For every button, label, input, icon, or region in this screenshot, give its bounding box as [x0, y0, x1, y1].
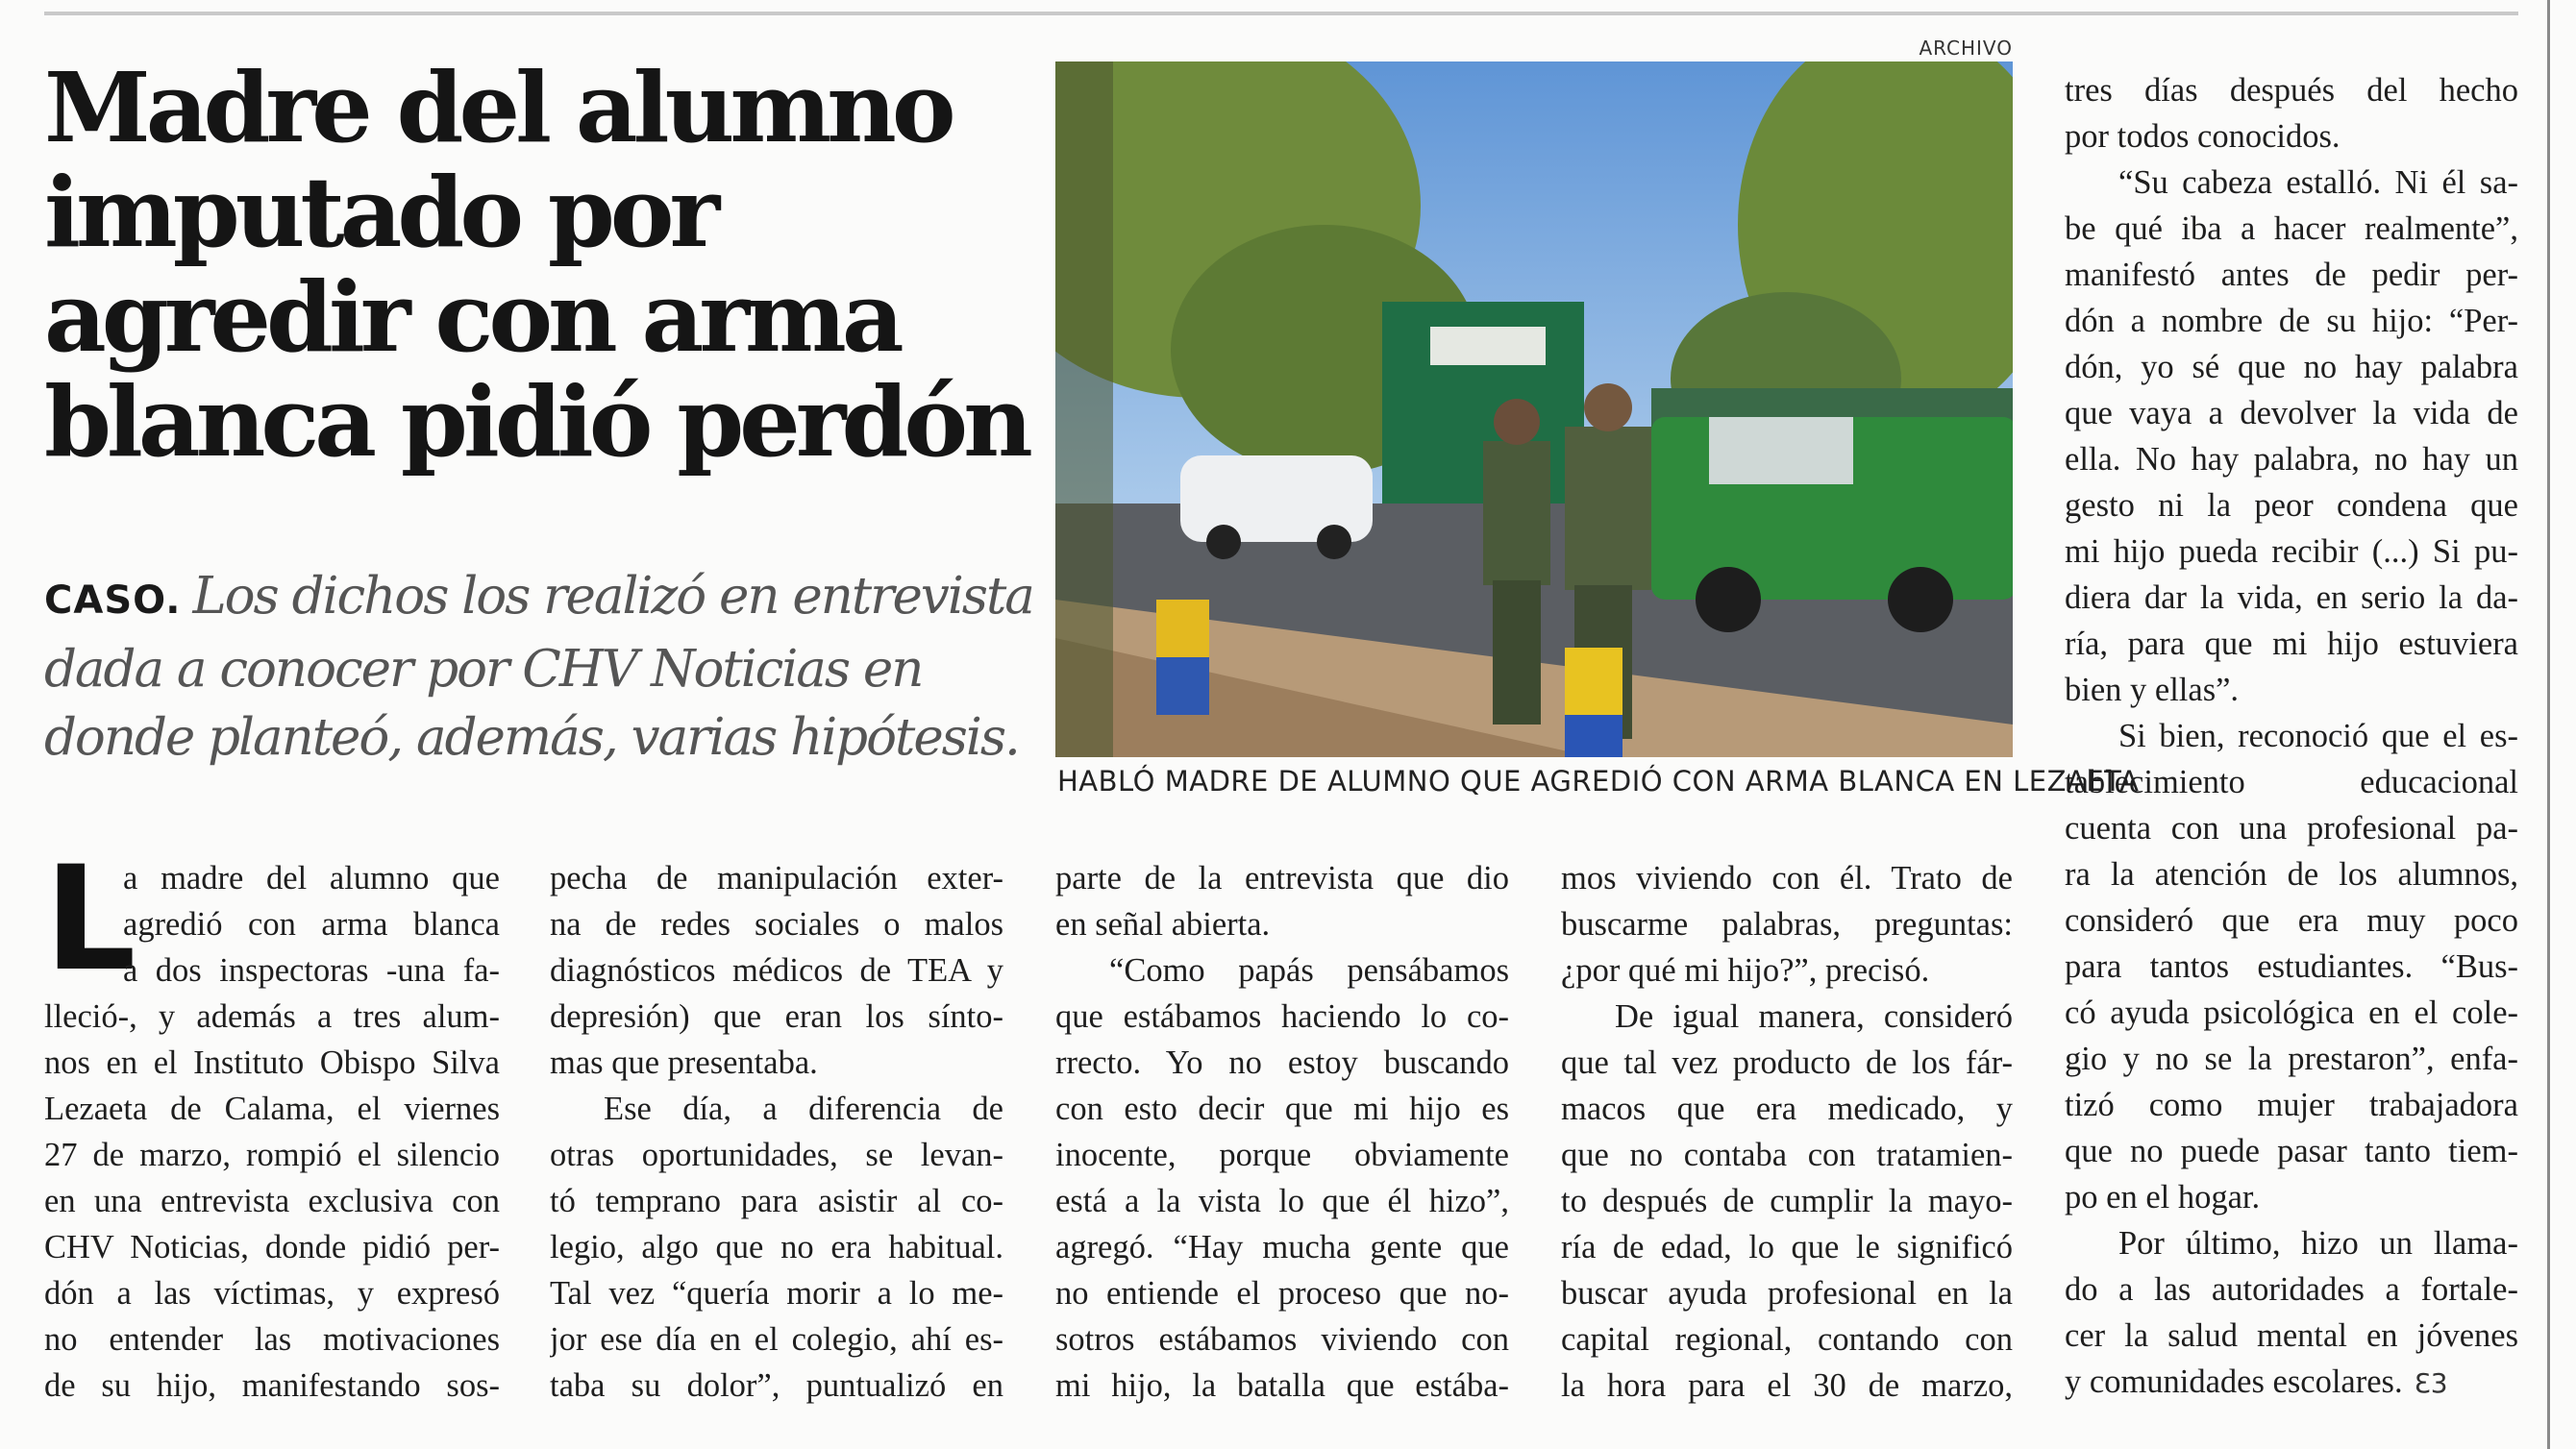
body-line: agregó. “Hay mucha gente que [1055, 1229, 1509, 1265]
body-line: ¿por qué mi hijo?”, precisó. [1561, 952, 1930, 989]
body-line: tó temprano para asistir al co- [550, 1183, 1003, 1219]
body-line: por todos conocidos. [2065, 118, 2341, 155]
body-line: Lezaeta de Calama, el viernes [44, 1091, 500, 1127]
body-line: jor ese día en el colegio, ahí es- [550, 1321, 1003, 1358]
body-line: ra la atención de los alumnos, [2065, 856, 2518, 893]
body-line: cuenta con una profesional pa- [2065, 810, 2518, 847]
body-line: capital regional, contando con [1561, 1321, 2013, 1358]
body-line: en una entrevista exclusiva con [44, 1183, 500, 1219]
body-line: ría de edad, lo que le significó [1561, 1229, 2013, 1265]
top-rule [44, 12, 2518, 15]
body-column-4 [1561, 855, 2013, 1409]
headline [44, 51, 1044, 479]
body-line: ella. No hay palabra, no hay un [2065, 441, 2518, 478]
body-line: a dos inspectoras -una fa- [123, 952, 500, 989]
deck-line: dada a conocer por CHV Noticias en [44, 640, 923, 699]
body-line: buscar ayuda profesional en la [1561, 1275, 2013, 1312]
body-line: mi hijo, la batalla que estába- [1055, 1367, 1509, 1404]
body-line: De igual manera, consideró [1615, 998, 2013, 1035]
deck-line [44, 562, 1044, 635]
deck-kicker: CASO. [44, 578, 182, 623]
photo-credit: ARCHIVO [1919, 37, 2013, 60]
body-line: que tal vez producto de los fár- [1561, 1044, 2013, 1081]
body-line: que vaya a devolver la vida de [2065, 395, 2518, 431]
body-line: gesto ni la peor condena que [2065, 487, 2518, 524]
end-mark-icon: Ɛ3 [2414, 1367, 2448, 1399]
body-line: Por último, hizo un llama- [2118, 1225, 2518, 1262]
photo-caption: HABLÓ MADRE DE ALUMNO QUE AGREDIÓ CON ARMA BLANCA EN LEZAETA [1057, 765, 2140, 798]
body-line: Tal vez “quería morir a lo me- [550, 1275, 1003, 1312]
body-line: dón a nombre de su hijo: “Per- [2065, 303, 2518, 339]
body-line: taba su dolor”, puntualizó en [550, 1367, 1003, 1404]
body-line: 27 de marzo, rompió el silencio [44, 1137, 500, 1173]
body-column-3 [1055, 855, 1509, 1409]
body-line: que no contaba con tratamien- [1561, 1137, 2013, 1173]
headline-line: Madre del alumno [44, 51, 952, 164]
photo-illustration [1055, 61, 2013, 757]
body-line: inocente, porque obviamente [1055, 1137, 1509, 1173]
body-line: a madre del alumno que [123, 860, 500, 896]
body-line: lleció-, y además a tres alum- [44, 998, 500, 1035]
body-line: mi hijo pueda recibir (...) Si pu- [2065, 533, 2518, 570]
body-line: sotros estábamos viviendo con [1055, 1321, 1509, 1358]
body-line: do a las autoridades a fortale- [2065, 1271, 2518, 1308]
drop-cap-letter: L [44, 836, 136, 1003]
body-line: tablecimiento educacional [2065, 764, 2518, 800]
body-line: có ayuda psicológica en el cole- [2065, 995, 2518, 1031]
body-line: rrecto. Yo no estoy buscando [1055, 1044, 1509, 1081]
body-line: po en el hogar. [2065, 1179, 2261, 1216]
body-line: ría, para que mi hijo estuviera [2065, 626, 2518, 662]
body-line: gio y no se la prestaron”, enfa- [2065, 1041, 2518, 1077]
body-line: en señal abierta. [1055, 906, 1271, 943]
body-line: buscarme palabras, preguntas: [1561, 906, 2013, 943]
body-line: no entiende el proceso que no- [1055, 1275, 1509, 1312]
body-line: legio, algo que no era habitual. [550, 1229, 1003, 1265]
body-line: para tantos estudiantes. “Bus- [2065, 948, 2518, 985]
news-photo [1055, 61, 2013, 757]
body-line: dón a las víctimas, y expresó [44, 1275, 500, 1312]
headline-line: blanca pidió perdón [44, 365, 1028, 479]
body-line: de su hijo, manifestando sos- [44, 1367, 500, 1404]
body-line: mas que presentaba. [550, 1044, 818, 1081]
body-line: Si bien, reconoció que el es- [2118, 718, 2518, 754]
body-line: la hora para el 30 de marzo, [1561, 1367, 2013, 1404]
body-line: to después de cumplir la mayo- [1561, 1183, 2013, 1219]
body-line-last [2065, 1359, 2518, 1407]
body-line: consideró que era muy poco [2065, 902, 2518, 939]
body-line: tres días después del hecho [2065, 72, 2518, 109]
headline-line: imputado por [44, 156, 716, 269]
body-line: con esto decir que mi hijo es [1055, 1091, 1509, 1127]
body-line: cer la salud mental en jóvenes [2065, 1317, 2518, 1354]
body-line: Ese día, a diferencia de [604, 1091, 1003, 1127]
body-line: “Como papás pensábamos [1109, 952, 1509, 989]
deck-text: Los dichos los realizó en entrevista [192, 567, 1033, 626]
body-line: nos en el Instituto Obispo Silva [44, 1044, 500, 1081]
body-line: macos que era medicado, y [1561, 1091, 2013, 1127]
body-line: mos viviendo con él. Trato de [1561, 860, 2013, 896]
body-line: que estábamos haciendo lo co- [1055, 998, 1509, 1035]
body-line: dón, yo sé que no hay palabra [2065, 349, 2518, 385]
body-line: tizó como mujer trabajadora [2065, 1087, 2518, 1123]
deck-line: donde planteó, además, varias hipótesis. [44, 708, 1019, 767]
body-line: be qué iba a hacer realmente”, [2065, 210, 2518, 247]
body-line: manifestó antes de pedir per- [2065, 257, 2518, 293]
body-line: otras oportunidades, se levan- [550, 1137, 1003, 1173]
body-line: parte de la entrevista que dio [1055, 860, 1509, 896]
headline-line: agredir con arma [44, 260, 900, 374]
column-rule [2547, 0, 2550, 1449]
body-line: CHV Noticias, donde pidió per- [44, 1229, 500, 1265]
body-line: diera dar la vida, en serio la da- [2065, 579, 2518, 616]
body-line: no entender las motivaciones [44, 1321, 500, 1358]
body-line: na de redes sociales o malos [550, 906, 1003, 943]
body-column-2 [550, 855, 1003, 1409]
body-line: está a la vista lo que él hizo”, [1055, 1183, 1509, 1219]
body-column-1 [44, 855, 500, 1409]
deck [44, 562, 1044, 772]
body-line: agredió con arma blanca [123, 906, 500, 943]
body-line: depresión) que eran los sínto- [550, 998, 1003, 1035]
body-line: pecha de manipulación exter- [550, 860, 1003, 896]
body-line: bien y ellas”. [2065, 672, 2240, 708]
body-column-5 [2065, 67, 2518, 1407]
body-line: que no puede pasar tanto tiem- [2065, 1133, 2518, 1169]
body-line-text: y comunidades escolares. [2065, 1363, 2403, 1400]
body-line: diagnósticos médicos de TEA y [550, 952, 1003, 989]
body-line: “Su cabeza estalló. Ni él sa- [2118, 164, 2518, 201]
